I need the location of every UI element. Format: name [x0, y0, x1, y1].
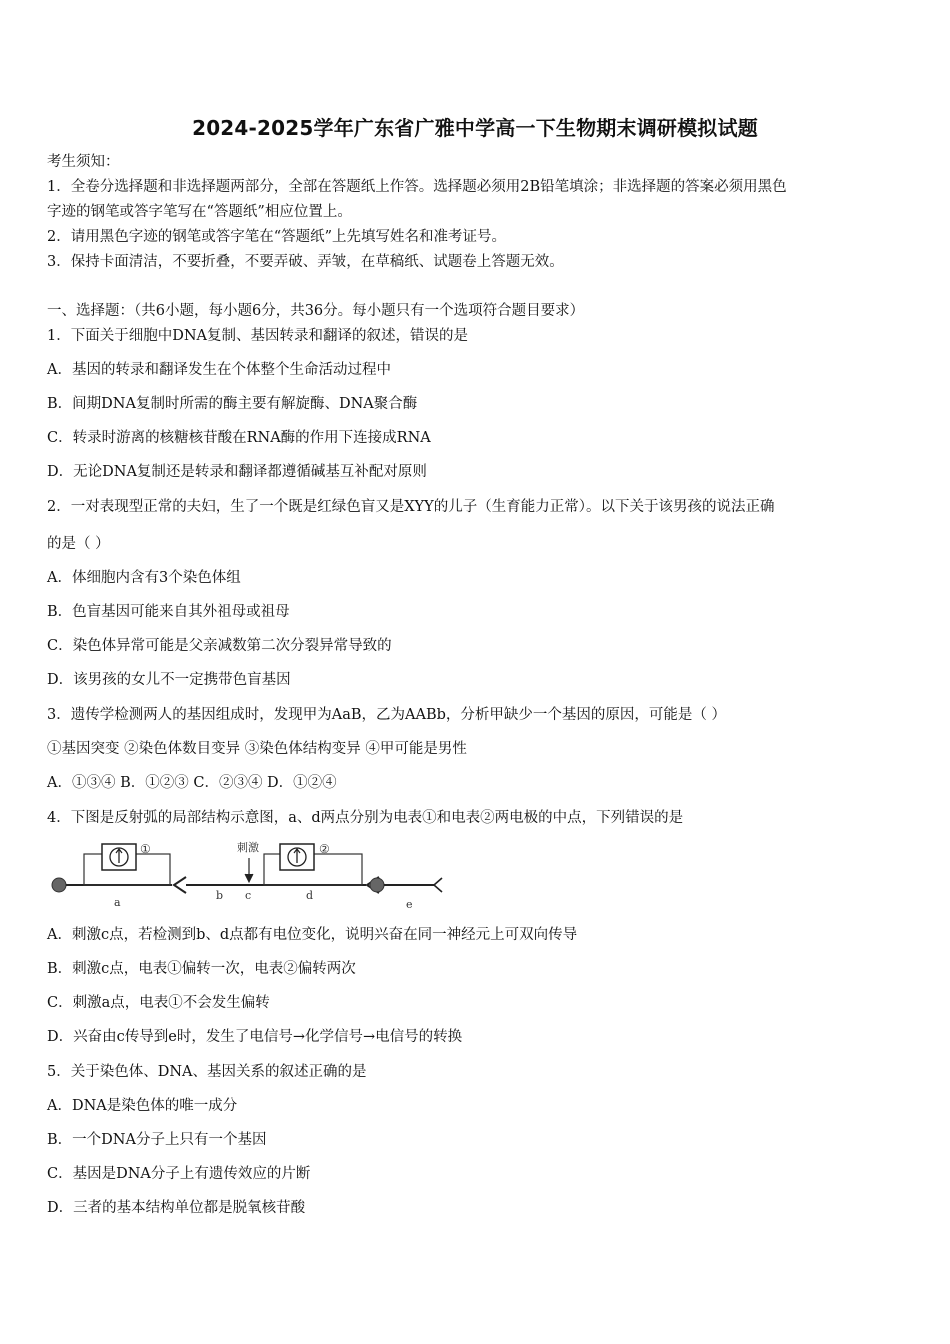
reflex-arc-diagram — [44, 836, 444, 916]
point-label-e: e — [406, 898, 413, 911]
point-label-a: a — [114, 896, 121, 909]
synapse-icon — [174, 877, 186, 893]
reflex-arc-svg — [44, 836, 444, 916]
cell-body-icon — [370, 878, 384, 892]
notice-item: 3．保持卡面清洁，不要折叠，不要弄破、弄皱，在草稿纸、试题卷上答题无效。 — [47, 254, 564, 270]
notice-item: 字迹的钢笔或答字笔写在“答题纸”相应位置上。 — [47, 204, 352, 220]
section-heading: 一、选择题：（共6小题，每小题6分，共36分。每小题只有一个选项符合题目要求） — [47, 303, 585, 319]
question-3-answers: A．①③④ B．①②③ C．②③④ D．①②④ — [47, 775, 337, 791]
question-1-option-c: C．转录时游离的核糖核苷酸在RNA酶的作用下连接成RNA — [47, 430, 431, 446]
question-1-option-d: D．无论DNA复制还是转录和翻译都遵循碱基互补配对原则 — [47, 464, 427, 480]
point-label-c: c — [245, 889, 252, 902]
question-5-option-b: B．一个DNA分子上只有一个基因 — [47, 1132, 267, 1148]
nerve-ending-icon — [434, 878, 442, 892]
question-5-stem: 5．关于染色体、DNA、基因关系的叙述正确的是 — [47, 1064, 367, 1080]
point-label-b: b — [216, 889, 224, 902]
question-4-stem: 4．下图是反射弧的局部结构示意图，a、d两点分别为电表①和电表②两电极的中点，下列错误的是 — [47, 810, 684, 826]
question-5-option-c: C．基因是DNA分子上有遗传效应的片断 — [47, 1166, 311, 1182]
question-2-option-b: B．色盲基因可能来自其外祖母或祖母 — [47, 604, 290, 620]
question-2-stem: 2．一对表现型正常的夫妇，生了一个既是红绿色盲又是XYY的儿子（生育能力正常）。以下关于该男孩的说法正确 — [47, 499, 775, 515]
question-3-stem: 3．遗传学检测两人的基因组成时，发现甲为AaB，乙为AABb，分析甲缺少一个基因的原因，可能是（ ） — [47, 707, 726, 723]
question-2-option-a: A．体细胞内含有3个染色体组 — [47, 570, 241, 586]
notice-item: 1．全卷分选择题和非选择题两部分，全部在答题纸上作答。选择题必须用2B铅笔填涂；非选择题的答案必须用黑色 — [47, 179, 787, 195]
question-2-stem-cont: 的是（ ） — [47, 536, 110, 552]
question-3-statements: ①基因突变 ②染色体数目变异 ③染色体结构变异 ④甲可能是男性 — [47, 741, 467, 757]
meter-2-label: ② — [319, 842, 330, 856]
page-title: 2024-2025学年广东省广雅中学高一下生物期末调研模拟试题 — [192, 116, 758, 140]
notice-item: 2．请用黑色字迹的钢笔或答字笔在“答题纸”上先填写姓名和准考证号。 — [47, 229, 507, 245]
stimulus-arrowhead-icon — [245, 874, 253, 882]
question-2-option-d: D．该男孩的女儿不一定携带色盲基因 — [47, 672, 291, 688]
meter-1-label: ① — [140, 842, 151, 856]
question-5-option-a: A．DNA是染色体的唯一成分 — [47, 1098, 238, 1114]
question-1-stem: 1．下面关于细胞中DNA复制、基因转录和翻译的叙述，错误的是 — [47, 328, 469, 344]
question-4-option-c: C．刺激a点，电表①不会发生偏转 — [47, 995, 270, 1011]
notice-heading: 考生须知： — [47, 154, 120, 170]
question-4-option-a: A．刺激c点，若检测到b、d点都有电位变化，说明兴奋在同一神经元上可双向传导 — [47, 927, 578, 943]
question-4-option-b: B．刺激c点，电表①偏转一次，电表②偏转两次 — [47, 961, 356, 977]
question-5-option-d: D．三者的基本结构单位都是脱氧核苷酸 — [47, 1200, 306, 1216]
cell-body-icon — [52, 878, 66, 892]
point-label-d: d — [306, 889, 314, 902]
question-4-option-d: D．兴奋由c传导到e时，发生了电信号→化学信号→电信号的转换 — [47, 1029, 463, 1045]
question-1-option-b: B．间期DNA复制时所需的酶主要有解旋酶、DNA聚合酶 — [47, 396, 418, 412]
stimulus-label: 刺激 — [237, 841, 259, 854]
question-1-option-a: A．基因的转录和翻译发生在个体整个生命活动过程中 — [47, 362, 391, 378]
question-2-option-c: C．染色体异常可能是父亲减数第二次分裂异常导致的 — [47, 638, 392, 654]
